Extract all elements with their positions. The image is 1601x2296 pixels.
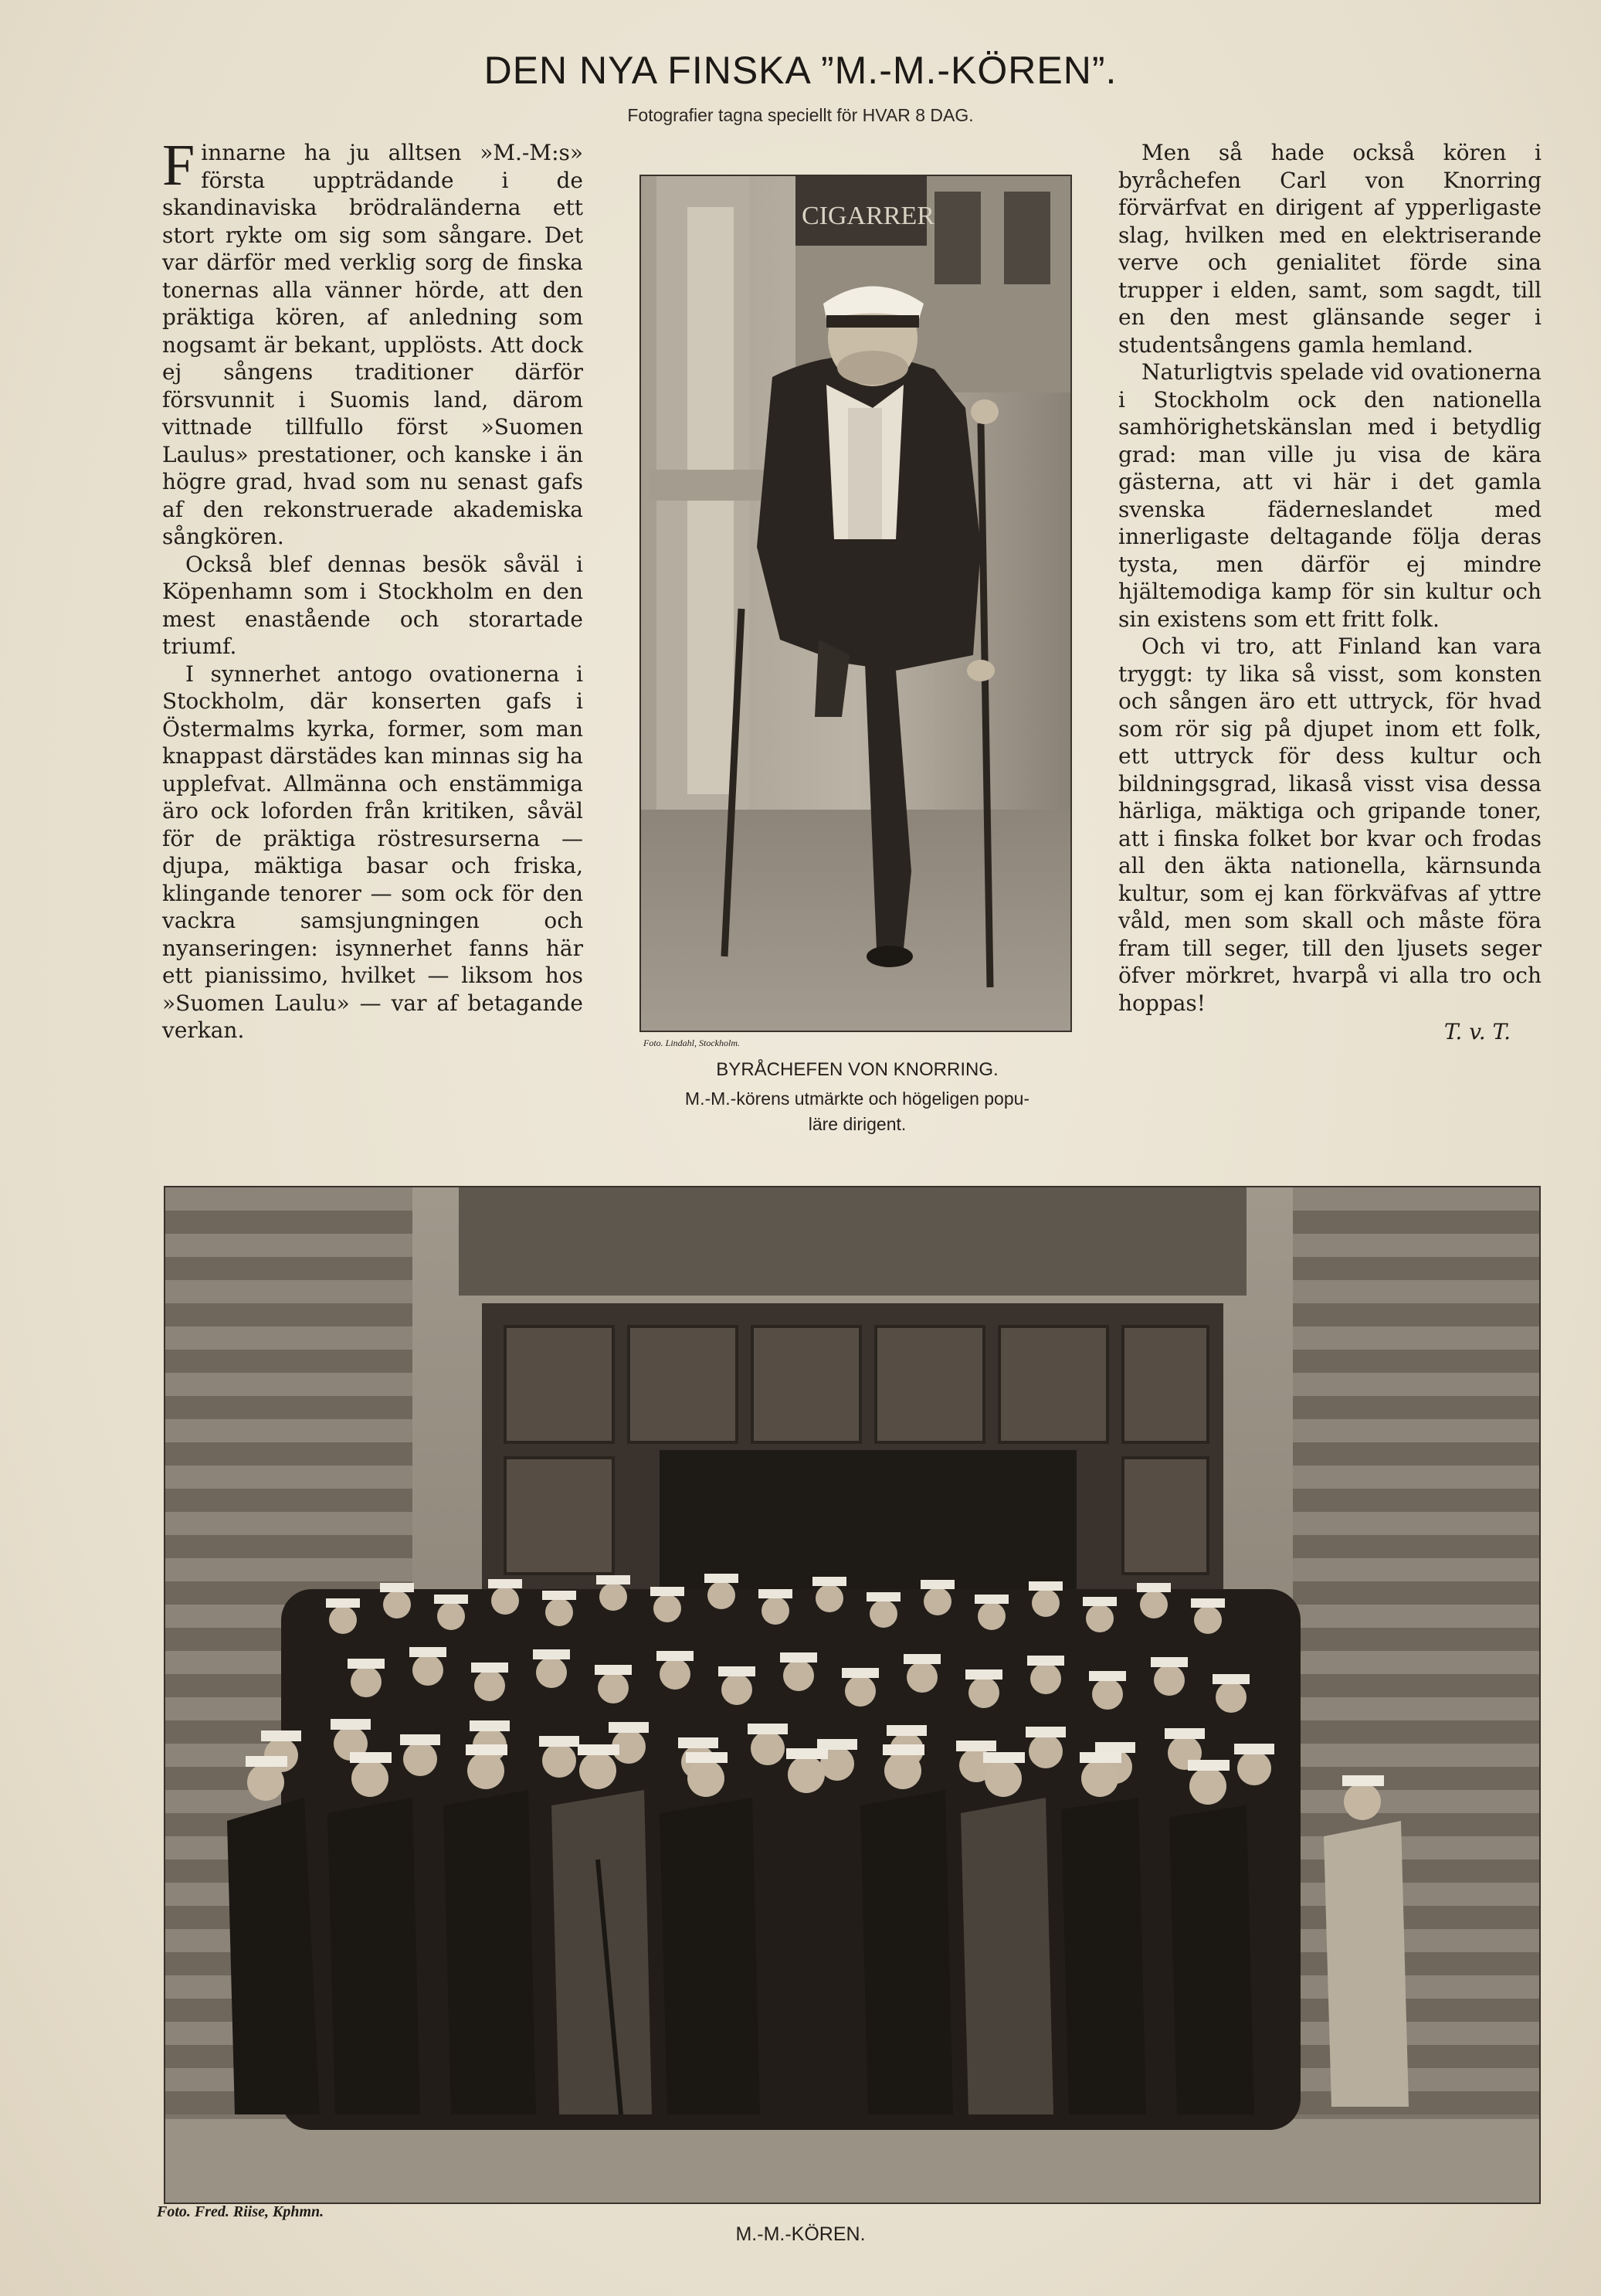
- portrait-photo: [639, 175, 1072, 1032]
- paragraph-4: Men så hade också kören i byråchefen Carl von Knorring förvärfvat en dirigent af ypperligaste slag, hvilken med en elektriserande verve och genialitet förde sina trupper i elden, samt, som sagdt, till en den mest glänsande seger i studentsångens gamla hemland.: [1118, 140, 1542, 358]
- group-photo-credit: Foto. Fred. Riise, Kphmn.: [157, 2203, 324, 2220]
- article-subtitle: Fotografier tagna speciellt för HVAR 8 DAG.: [627, 105, 974, 125]
- paragraph-6: Och vi tro, att Finland kan vara tryggt: ty lika så visst, som konsten och sången äro ett uttryck, för hvad som rör sig på djupet inom ett folk, ett uttryck för dess kultur och bildningsgrad, likaså visst visa dessa härliga, mäktiga och gripande toner, att i finska folket bor kvar och frodas all den äkta nationella, kärnsunda kultur, som ej kan förkväfvas af yttre våld, men som skall och måste föra fram till seger, till den ljusets seger öfver mörkret, hvarpå vi alla tro och hoppas!: [1118, 633, 1542, 1016]
- left-text-column: [162, 133, 583, 1044]
- group-photo-caption: M.-M.-KÖREN.: [735, 2223, 866, 2245]
- drop-cap: F: [162, 133, 195, 198]
- portrait-illustration: [641, 176, 1070, 1031]
- paragraph-2: Också blef dennas besök såväl i Köpenhamn som i Stockholm en den mest enastående och storartade triumf.: [162, 551, 583, 659]
- group-photo-illustration: [165, 1187, 1539, 2203]
- portrait-caption-line-1: M.-M.-körens utmärkte och högeligen popu-: [684, 1089, 1030, 1109]
- paragraph-1: [162, 133, 583, 551]
- group-photo: [164, 1186, 1541, 2204]
- author-signature: T. v. T.: [1443, 1019, 1511, 1044]
- right-text-column: [1118, 139, 1542, 1046]
- portrait-caption-line-2: läre dirigent.: [808, 1114, 907, 1134]
- portrait-photo-credit: Foto. Lindahl, Stockholm.: [643, 1038, 740, 1048]
- portrait-caption-text: [610, 1086, 1104, 1137]
- article-title: DEN NYA FINSKA ”M.-M.-KÖREN”.: [483, 49, 1118, 92]
- portrait-caption-title: BYRÅCHEFEN VON KNORRING.: [716, 1059, 999, 1080]
- paragraph-1-text: innarne ha ju alltsen »M.-M:s» första uppträdande i de skandinaviska brödraländerna ett stort rykte om sig som sångare. Det var därför med verklig sorg de finska tonernas alla vänner hörde, att den präktiga kören, af anledning som nogsamt är bekant, upplösts. Att dock ej sångens traditioner därför försvunnit i Suomis land, därom vittnade tillfullo först »Suomen Laulus» prestationer, och kanske i än högre grad, hvad som nu senast gafs af den rekonstruerade akademiska sångkören.: [162, 140, 583, 549]
- paragraph-5: Naturligtvis spelade vid ovationerna i Stockholm ock den nationella samhörighetskänslan med i betydlig grad: man ville ju visa de kära gästerna, att vi här i det gamla svenska fäderneslandet med innerligaste deltagande följa deras tysta, men därför ej mindre hjältemodiga kamp för sin kultur och sin existens som ett fritt folk.: [1118, 359, 1542, 632]
- cigar-sign-text: CIGARRER: [802, 202, 934, 230]
- paragraph-3: I synnerhet antogo ovationerna i Stockholm, där konserten gafs i Östermalms kyrka, former, som man knappast därstädes kan minnas sig ha upplefvat. Allmänna och enstämmiga äro ock loforden från kritiken, såväl för de präktiga röstresurserna — djupa, mäktiga basar och friska, klingande tenorer — som ock för den vackra samsjungningen och nyanseringen: isynnerhet fanns här ett pianissimo, hvilket — liksom hos »Suomen Laulu» — var af betagande verkan.: [162, 661, 583, 1043]
